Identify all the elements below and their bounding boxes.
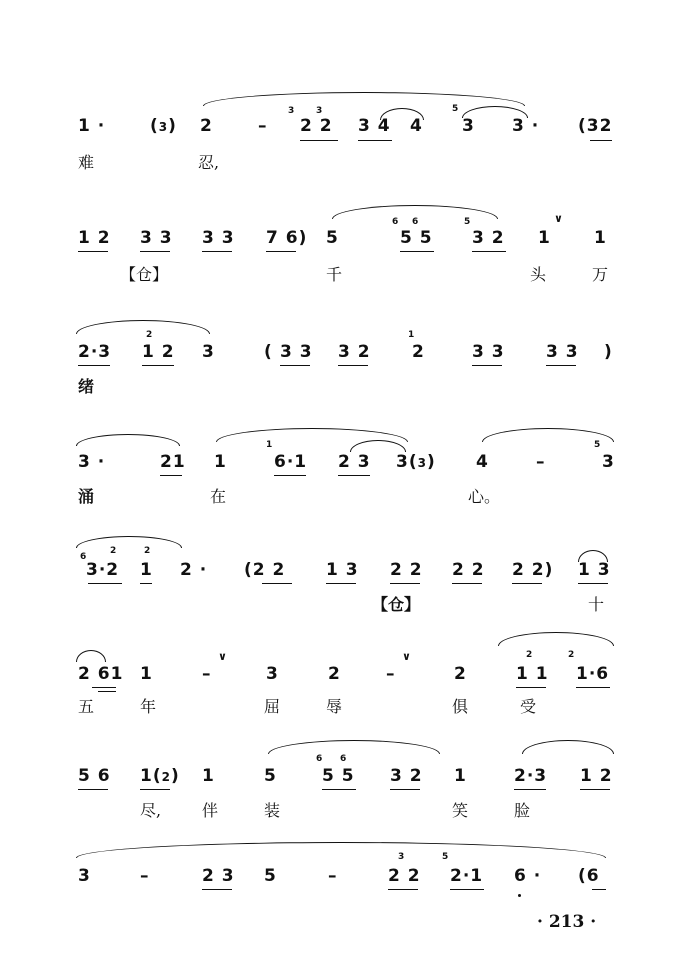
- underline: [160, 475, 182, 476]
- underline: [140, 251, 170, 252]
- grace-note: 3: [398, 852, 405, 862]
- underline: [274, 475, 306, 476]
- grace-note: 2: [146, 330, 153, 340]
- slur: [76, 536, 182, 548]
- underline: [472, 365, 502, 366]
- grace-note: 3: [288, 106, 295, 116]
- dash: –: [140, 866, 150, 886]
- lyric: 十: [588, 595, 605, 614]
- underline: [92, 687, 116, 688]
- note: 2: [454, 664, 467, 684]
- note: 2 2: [452, 560, 485, 580]
- lyric: 脸: [514, 801, 531, 820]
- underline: [388, 889, 418, 890]
- note: 2 2): [512, 560, 554, 580]
- slur: [522, 740, 614, 754]
- grace-note: 5: [442, 852, 449, 862]
- note: 3: [602, 452, 615, 472]
- lyric: 千: [326, 265, 343, 284]
- dash: –: [202, 664, 212, 684]
- grace-note: 6: [316, 754, 323, 764]
- note: 5 5: [400, 228, 433, 248]
- note: 1: [454, 766, 467, 786]
- note: 3·2: [86, 560, 120, 580]
- note: (32: [578, 116, 613, 136]
- note: 21: [160, 452, 186, 472]
- breath-mark: ∨: [218, 650, 227, 663]
- underline: [78, 365, 110, 366]
- lyric: 五: [78, 697, 95, 716]
- lyric: 俱: [452, 697, 469, 716]
- note: 2·3: [514, 766, 548, 786]
- underline: [578, 583, 608, 584]
- note: 3 2: [390, 766, 423, 786]
- underline: [546, 365, 576, 366]
- page-number: · 213 ·: [537, 912, 597, 932]
- underline: [338, 475, 370, 476]
- underline: [590, 140, 612, 141]
- note: ): [604, 342, 613, 362]
- lyric: 笑: [452, 801, 469, 820]
- note: 3 ·: [78, 452, 106, 472]
- note: 2 61: [78, 664, 124, 684]
- note: 1 2: [78, 228, 111, 248]
- note: 6 ·: [514, 866, 542, 886]
- note: 1: [140, 664, 153, 684]
- underline: [262, 583, 292, 584]
- dash: –: [258, 116, 268, 136]
- note: 1 1: [516, 664, 549, 684]
- underline: [140, 789, 170, 790]
- underline: [88, 583, 122, 584]
- note: 3 3: [472, 342, 505, 362]
- grace-note: 6: [412, 217, 419, 227]
- note: 1 2: [142, 342, 175, 362]
- grace-note: 5: [464, 217, 471, 227]
- slur: [498, 632, 614, 646]
- note: 2 2: [390, 560, 423, 580]
- underline: [338, 365, 368, 366]
- grace-note: 5: [452, 104, 459, 114]
- underline: [512, 583, 542, 584]
- dash: –: [386, 664, 396, 684]
- underline: [452, 583, 482, 584]
- note: (3): [150, 116, 177, 136]
- note: 5 6: [78, 766, 111, 786]
- dash: –: [328, 866, 338, 886]
- note: 7 6): [266, 228, 308, 248]
- note: 3 2: [338, 342, 371, 362]
- note: 3 3: [546, 342, 579, 362]
- underline: [142, 365, 174, 366]
- note: (6: [578, 866, 600, 886]
- note: 3 3: [202, 228, 235, 248]
- note: 3: [266, 664, 279, 684]
- underline: [390, 583, 420, 584]
- lyric: 屈: [264, 697, 281, 716]
- underline: [300, 140, 338, 141]
- note: 4: [410, 116, 423, 136]
- note: 1 2: [580, 766, 613, 786]
- note: 3 ·: [512, 116, 540, 136]
- underline: [576, 687, 610, 688]
- underline: [202, 889, 232, 890]
- note: 3 4: [358, 116, 391, 136]
- slur: [76, 320, 210, 334]
- note: 5 5: [322, 766, 355, 786]
- grace-note: 5: [594, 440, 601, 450]
- underline: [450, 889, 484, 890]
- grace-note: 6: [80, 552, 87, 562]
- note: 3(3): [396, 452, 436, 472]
- note: 2 2: [388, 866, 421, 886]
- underline: [202, 251, 232, 252]
- note: 1: [594, 228, 607, 248]
- lyric: 伴: [202, 801, 219, 820]
- underline: [266, 251, 296, 252]
- grace-note: 2: [110, 546, 117, 556]
- note: 2: [328, 664, 341, 684]
- grace-note: 3: [316, 106, 323, 116]
- underline: [78, 251, 108, 252]
- underline: [516, 687, 546, 688]
- slur: [76, 650, 106, 662]
- breath-mark: ∨: [554, 212, 563, 225]
- grace-note: 2: [144, 546, 151, 556]
- lyric: 头: [530, 265, 547, 284]
- grace-note: 1: [266, 440, 273, 450]
- note: 1 ·: [78, 116, 106, 136]
- grace-note: 2: [568, 650, 575, 660]
- note: 1: [202, 766, 215, 786]
- note: 3 3: [280, 342, 313, 362]
- lyric: 【仓】: [372, 595, 421, 614]
- note: 3: [202, 342, 215, 362]
- lyric: 受: [520, 697, 537, 716]
- lyric: 年: [140, 697, 157, 716]
- underline: [390, 789, 420, 790]
- lyric: 辱: [326, 697, 343, 716]
- grace-note: 6: [340, 754, 347, 764]
- lyric: 尽,: [140, 801, 162, 820]
- lyric: 在: [210, 487, 227, 506]
- note: 2·3: [78, 342, 112, 362]
- underline: [98, 691, 116, 692]
- note: 1(2): [140, 766, 180, 786]
- note: 5: [264, 766, 277, 786]
- underline: [358, 140, 392, 141]
- breath-mark: ∨: [402, 650, 411, 663]
- lyric: 忍,: [198, 153, 220, 172]
- note: 3: [78, 866, 91, 886]
- underline: [472, 251, 506, 252]
- note: 5: [326, 228, 339, 248]
- note: 5: [264, 866, 277, 886]
- note: 2 ·: [180, 560, 208, 580]
- slur: [203, 92, 525, 106]
- underline: [322, 789, 356, 790]
- note: 3 3: [140, 228, 173, 248]
- underline: [400, 251, 434, 252]
- lyric: 涌: [78, 487, 95, 506]
- note: 1 3: [326, 560, 359, 580]
- note: 1: [538, 228, 551, 248]
- lyric: 心。: [468, 487, 501, 506]
- underline: [592, 889, 606, 890]
- underline: [140, 583, 152, 584]
- note: 1: [214, 452, 227, 472]
- low-octave-dot: [518, 894, 521, 897]
- slur: [76, 434, 180, 446]
- grace-note: 6: [392, 217, 399, 227]
- note: 4: [476, 452, 489, 472]
- note: 2 3: [338, 452, 371, 472]
- underline: [580, 789, 610, 790]
- note: 6·1: [274, 452, 308, 472]
- lyric: 【仓】: [120, 265, 169, 284]
- underline: [78, 789, 108, 790]
- underline: [280, 365, 310, 366]
- note: 2: [200, 116, 213, 136]
- note: (2 2: [244, 560, 286, 580]
- underline: [514, 789, 546, 790]
- grace-note: 1: [408, 330, 415, 340]
- note: 2 2: [300, 116, 333, 136]
- dash: –: [536, 452, 546, 472]
- note: 3: [462, 116, 475, 136]
- note: 1: [140, 560, 153, 580]
- note: 1 3: [578, 560, 611, 580]
- slur: [76, 842, 606, 858]
- note: 2 3: [202, 866, 235, 886]
- grace-note: 2: [526, 650, 533, 660]
- lyric: 难: [78, 153, 95, 172]
- underline: [326, 583, 356, 584]
- slur: [268, 740, 440, 754]
- note: 2: [412, 342, 425, 362]
- note: (: [264, 342, 273, 362]
- note: 2·1: [450, 866, 484, 886]
- lyric: 绪: [78, 377, 95, 396]
- note: 3 2: [472, 228, 505, 248]
- note: 1·6: [576, 664, 610, 684]
- lyric: 装: [264, 801, 281, 820]
- lyric: 万: [592, 265, 609, 284]
